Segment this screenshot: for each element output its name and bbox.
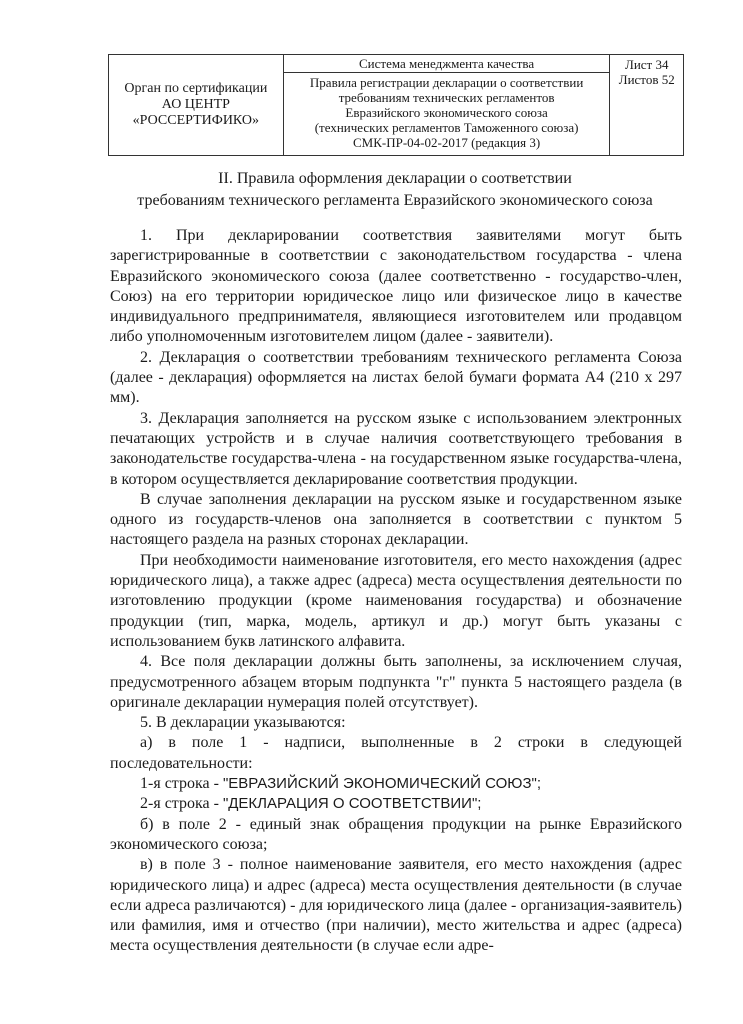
line-2-prefix: 2-я строка -	[140, 795, 223, 813]
sheets-total: Листов 52	[618, 72, 675, 87]
section-title-line-1: II. Правила оформления декларации о соответствии	[218, 170, 572, 187]
rules-line-2: требованиям технических регламентов	[338, 90, 555, 105]
paragraph-2: 2. Декларация о соответствии требованиям технического регламента Союза (далее - декларация) оформляется на листах белой бумаги формата А4 (210 х 297 мм).	[110, 348, 682, 407]
paragraph-1: 1. При декларировании соответствия заявителями могут быть зарегистрированные в соответствии с законодательством государства - члена Евразийского экономического союза (далее соответственно - государство-член, Союз) на его территории юридическое лицо или физическое лицо в качестве индивидуального предпринимателя, являющиеся изготовителем или продавцом либо уполномоченным изготовителем лицом (далее - заявители).	[110, 227, 682, 346]
paragraph-7: 5. В декларации указываются:	[140, 714, 346, 732]
sheet-cell	[610, 55, 684, 156]
org-line-3: «РОССЕРТИФИКО»	[132, 113, 260, 128]
sheet-number: Лист 34	[625, 57, 669, 72]
org-line-2: АО ЦЕНТР	[161, 97, 230, 112]
line-2-spec	[110, 794, 682, 814]
org-line-1: Орган по сертификации	[124, 81, 268, 96]
paragraph-8: а) в поле 1 - надписи, выполненные в 2 строки в следующей последовательности:	[110, 734, 682, 772]
paragraph-5: При необходимости наименование изготовителя, его место нахождения (адрес юридического лица), а также адрес (адреса) места осуществления деятельности по изготовлению продукции (кроме наименования государства) и обозначение продукции (тип, марка, модель, артикул и др.) могут быть указаны с использованием букв латинского алфавита.	[110, 551, 682, 650]
document-code: СМК-ПР-04-02-2017 (редакция 3)	[353, 135, 541, 150]
document-rules-cell	[283, 73, 610, 156]
quality-system-cell: Система менеджмента качества	[283, 55, 610, 73]
paragraph-3: 3. Декларация заполняется на русском языке с использованием электронных печатающих устройств и в случае наличия соответствующего требования в законодательстве государства-члена - на государственном языке государства-члена, в котором осуществляется декларирование соответствия продукции.	[110, 409, 682, 488]
paragraph-4: В случае заполнения декларации на русском языке и государственном языке одного из государств-членов она заполняется в соответствии с пунктом 5 настоящего раздела на разных сторонах декларации.	[110, 490, 682, 549]
rules-line-1: Правила регистрации декларации о соответствии	[309, 75, 584, 90]
paragraph-12: в) в поле 3 - полное наименование заявителя, его место нахождения (адрес юридического лица) и адрес (адреса) места осуществления деятельности (в случае если адреса различаются) - для юридического лица (далее - организация-заявитель) или фамилия, имя и отчество (при наличии), место жительства и адрес (адреса) места осуществления деятельности (в случае если адре-	[110, 856, 682, 955]
line-1-value: "ЕВРАЗИЙСКИЙ ЭКОНОМИЧЕСКИЙ СОЮЗ";	[222, 775, 542, 793]
header-table	[108, 54, 684, 156]
paragraph-6: 4. Все поля декларации должны быть заполнены, за исключением случая, предусмотренного абзацем вторым подпункта "г" пункта 5 настоящего раздела (в оригинале декларации нумерация полей отсутствует).	[110, 653, 682, 711]
section-title	[100, 168, 690, 212]
rules-line-3: Евразийского экономического союза	[345, 105, 548, 120]
line-1-prefix: 1-я строка -	[140, 775, 223, 793]
line-1-spec	[110, 774, 682, 794]
line-2-value: "ДЕКЛАРАЦИЯ О СООТВЕТСТВИИ";	[222, 795, 482, 813]
rules-line-4: (технических регламентов Таможенного союза)	[314, 120, 579, 135]
certification-body-cell	[109, 55, 284, 156]
section-title-line-2: требованиям технического регламента Евразийского экономического союза	[137, 192, 653, 209]
paragraph-11: б) в поле 2 - единый знак обращения продукции на рынке Евразийского экономического союза;	[110, 815, 682, 853]
document-body	[110, 226, 682, 957]
